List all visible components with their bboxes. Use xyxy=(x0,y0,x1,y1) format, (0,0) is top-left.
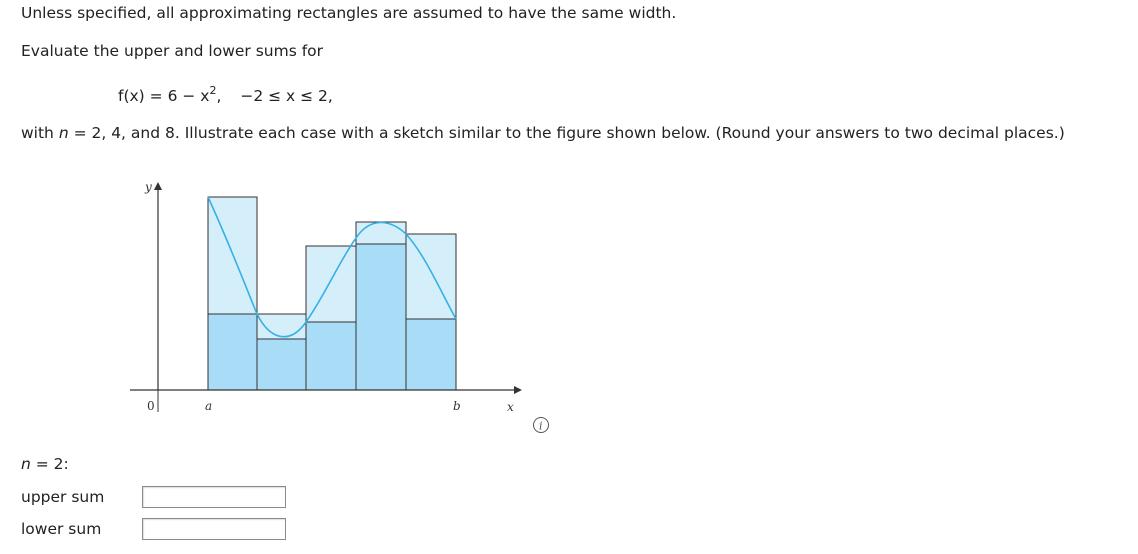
formula-lhs: f(x) xyxy=(118,87,145,105)
riemann-sum-figure xyxy=(120,175,540,415)
instruction-text xyxy=(21,124,1065,142)
b-label: b xyxy=(453,399,461,413)
info-icon[interactable] xyxy=(532,416,550,434)
lower-sum-input[interactable] xyxy=(142,518,286,540)
lower-sum-label: lower sum xyxy=(21,520,102,538)
formula-rhs: = 6 − x xyxy=(149,87,210,105)
lower-rect-4 xyxy=(356,244,406,390)
x-axis-label: x xyxy=(507,400,514,414)
formula-exponent: 2 xyxy=(209,84,217,97)
upper-sum-label: upper sum xyxy=(21,488,105,506)
formula-comma: , xyxy=(216,87,222,105)
lower-rect-1 xyxy=(208,314,257,390)
lower-rect-3 xyxy=(306,322,356,390)
case-heading xyxy=(21,455,69,473)
y-axis-arrow xyxy=(154,182,162,190)
intro-text: Unless specified, all approximating rectangles are assumed to have the same width. xyxy=(21,4,677,22)
case-n-value: = 2: xyxy=(30,455,69,473)
y-axis-label: y xyxy=(145,180,152,194)
instruction-post: = 2, 4, and 8. Illustrate each case with a sketch similar to the figure shown below. (Round your answers to two decimal places.) xyxy=(68,124,1065,142)
formula xyxy=(118,84,333,105)
instruction-pre: with xyxy=(21,124,59,142)
lower-rect-5 xyxy=(406,319,456,390)
x-axis-arrow xyxy=(514,386,522,394)
lower-rect-2 xyxy=(257,339,306,390)
svg-text:i: i xyxy=(539,419,543,433)
case-n: n xyxy=(21,455,31,473)
formula-domain: −2 ≤ x ≤ 2, xyxy=(240,87,333,105)
upper-sum-input[interactable] xyxy=(142,486,286,508)
a-label: a xyxy=(205,399,213,413)
instruction-n: n xyxy=(58,124,69,142)
origin-label: 0 xyxy=(147,399,155,413)
prompt-text: Evaluate the upper and lower sums for xyxy=(21,42,324,60)
